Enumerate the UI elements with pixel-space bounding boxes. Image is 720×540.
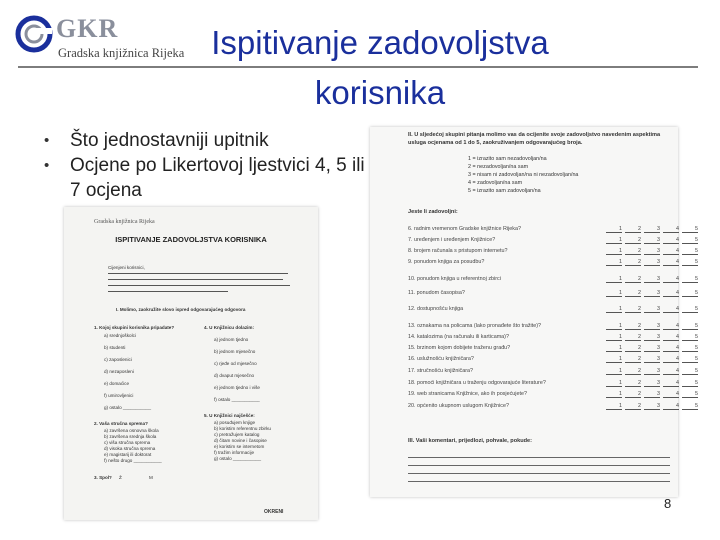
rating-question: 10. ponudom knjiga u referentnoj zbirci: [408, 276, 501, 282]
title-divider: [18, 66, 698, 68]
rating-number[interactable]: 3: [644, 345, 660, 352]
rating-number[interactable]: 1: [606, 306, 622, 313]
scan-option: f) tražim informacije: [214, 450, 255, 455]
rating-number[interactable]: 2: [625, 226, 641, 233]
rating-question: 7. uređenjem i uređenjem Knjižnice?: [408, 237, 496, 243]
rating-scale-numbers: [606, 306, 698, 316]
scan-q3: 3. Spol?: [94, 475, 112, 480]
rating-number[interactable]: 5: [682, 391, 698, 398]
rating-number[interactable]: 1: [606, 290, 622, 297]
questionnaire-scan-page-2: [370, 127, 698, 497]
rating-number[interactable]: 5: [682, 276, 698, 283]
rating-number[interactable]: 3: [644, 334, 660, 341]
scan-option: M: [149, 475, 153, 480]
scan-section-heading: II. U sljedećoj skupini pitanja molimo vas da ocijenite svoje zadovoljstvo navedenim aspektima usluga ocjenama od 1 do 5, zaokruživanjem odgovarajućeg broja.: [408, 132, 661, 146]
rating-number[interactable]: 4: [663, 306, 679, 313]
rating-number[interactable]: 3: [644, 391, 660, 398]
scan-option: a) posuđujem knjige: [214, 420, 256, 425]
rating-number[interactable]: 3: [644, 380, 660, 387]
logo-abbreviation: GKR: [56, 14, 119, 43]
gkr-logo-mark-icon: [14, 14, 54, 54]
rating-number[interactable]: 1: [606, 368, 622, 375]
scan-option: d) nezaposleni: [104, 369, 134, 374]
rating-row: [408, 226, 698, 236]
rating-number[interactable]: 4: [663, 403, 679, 410]
rating-number[interactable]: 2: [625, 248, 641, 255]
rating-number[interactable]: 3: [644, 356, 660, 363]
rating-row: [408, 276, 698, 286]
rating-row: [408, 259, 698, 269]
rating-number[interactable]: 2: [625, 391, 641, 398]
rating-question: 14. katalozima (na računalu ili karticama)?: [408, 334, 509, 340]
scan-option: e) koristim se internetom: [214, 444, 265, 449]
rating-number[interactable]: 4: [663, 345, 679, 352]
comment-line: [408, 457, 670, 458]
rating-scale-numbers: [606, 334, 698, 344]
rating-number[interactable]: 1: [606, 334, 622, 341]
rating-scale-numbers: [606, 356, 698, 366]
rating-row: [408, 345, 698, 355]
rating-number[interactable]: 2: [625, 306, 641, 313]
rating-number[interactable]: 5: [682, 403, 698, 410]
rating-number[interactable]: 5: [682, 323, 698, 330]
rating-scale-numbers: [606, 403, 698, 413]
scan-option: d) dvaput mjesečno: [214, 373, 255, 378]
rating-question: 16. uslužnošću knjižničara?: [408, 356, 474, 362]
rating-number[interactable]: 2: [625, 380, 641, 387]
rating-number[interactable]: 1: [606, 226, 622, 233]
scan-title: ISPITIVANJE ZADOVOLJSTVA KORISNIKA: [115, 235, 267, 244]
rating-number[interactable]: 4: [663, 391, 679, 398]
rating-number[interactable]: 2: [625, 290, 641, 297]
rating-number[interactable]: 4: [663, 334, 679, 341]
scan-text-line: [108, 291, 228, 292]
rating-number[interactable]: 2: [625, 323, 641, 330]
scan-option: c) rjeđe od mjesečno: [214, 361, 257, 366]
logo-library-name: Gradska knjižnica Rijeka: [58, 46, 185, 60]
rating-row: [408, 391, 698, 401]
rating-question: 15. brzinom kojom dobijete traženu građu?: [408, 345, 511, 351]
rating-row: [408, 334, 698, 344]
scan-option: c) zaposlenici: [104, 357, 132, 362]
rating-number[interactable]: 5: [682, 237, 698, 244]
rating-number[interactable]: 2: [625, 403, 641, 410]
scan-option: f) nešto drugo ___________: [104, 458, 162, 463]
scan-option: d) čitam novine i časopise: [214, 438, 267, 443]
rating-number[interactable]: 5: [682, 306, 698, 313]
rating-question: 9. ponudom knjiga za posudbu?: [408, 259, 485, 265]
bullet-list: [44, 128, 374, 203]
rating-scale-numbers: [606, 259, 698, 269]
scan-q1: 1. Kojoj skupini korisnika pripadate?: [94, 325, 175, 330]
scan-option: b) koristim referentnu zbirku: [214, 426, 271, 431]
rating-question: 19. web stranicama Knjižnice, ako ih posjećujete?: [408, 391, 527, 397]
rating-number[interactable]: 5: [682, 226, 698, 233]
rating-number[interactable]: 5: [682, 290, 698, 297]
rating-number[interactable]: 1: [606, 403, 622, 410]
rating-number[interactable]: 1: [606, 345, 622, 352]
rating-scale-numbers: [606, 290, 698, 300]
rating-number[interactable]: 1: [606, 356, 622, 363]
scale-item: 2 = nezadovoljan/na sam: [468, 164, 529, 170]
rating-question: 11. ponudom časopisa?: [408, 290, 465, 296]
scan-header: Gradska knjižnica Rijeka: [94, 219, 155, 225]
scan-q4: 4. U Knjižnicu dolazim:: [204, 325, 255, 330]
rating-scale-numbers: [606, 323, 698, 333]
scan-comment-label: III. Vaši komentari, prijedlozi, pohvale, pokude:: [408, 438, 533, 444]
rating-number[interactable]: 1: [606, 380, 622, 387]
rating-number[interactable]: 2: [625, 345, 641, 352]
rating-number[interactable]: 3: [644, 368, 660, 375]
scan-rating-scale: [468, 155, 578, 195]
rating-number[interactable]: 1: [606, 391, 622, 398]
rating-row: [408, 356, 698, 366]
rating-question: 17. stručnošću knjižničara?: [408, 368, 474, 374]
rating-scale-numbers: [606, 237, 698, 247]
scan-text-line: [108, 279, 283, 280]
rating-row: [408, 248, 698, 258]
scan-option: a) jednom tjedno: [214, 337, 249, 342]
rating-number[interactable]: 4: [663, 356, 679, 363]
scale-item: 5 = izrazito sam zadovoljan/na: [468, 188, 541, 194]
scan-option: a) završena osnovna škola: [104, 428, 159, 433]
rating-number[interactable]: 4: [663, 259, 679, 266]
scan-intro: Cijenjeni korisnici,: [108, 265, 145, 270]
rating-number[interactable]: 5: [682, 248, 698, 255]
rating-number[interactable]: 1: [606, 276, 622, 283]
rating-number[interactable]: 3: [644, 226, 660, 233]
rating-scale-numbers: [606, 276, 698, 286]
scan-text-line: [108, 273, 288, 274]
scan-option: Ž: [119, 475, 122, 480]
rating-number[interactable]: 4: [663, 226, 679, 233]
questionnaire-scan-page-1: [64, 207, 318, 520]
rating-number[interactable]: 4: [663, 276, 679, 283]
rating-number[interactable]: 5: [682, 356, 698, 363]
rating-number[interactable]: 4: [663, 290, 679, 297]
scale-item: 1 = izrazito sam nezadovoljan/na: [468, 156, 547, 162]
scan-option: e) domaćice: [104, 381, 130, 386]
rating-scale-numbers: [606, 345, 698, 355]
rating-question: 18. pomoći knjižničara u traženju odgovarajuće literature?: [408, 380, 546, 386]
scan-option: c) viša stručna sprema: [104, 440, 151, 445]
rating-number[interactable]: 3: [644, 403, 660, 410]
rating-number[interactable]: 4: [663, 248, 679, 255]
scan-option: c) pretražujem katalog: [214, 432, 260, 437]
scan-instruction: I. Molimo, zaokružite slovo ispred odgovarajućeg odgovora: [116, 307, 246, 312]
scan-option: g) ostalo ___________: [104, 405, 151, 410]
rating-number[interactable]: 2: [625, 368, 641, 375]
scan-option: e) jednom tjedno i više: [214, 385, 260, 390]
rating-number[interactable]: 3: [644, 323, 660, 330]
rating-number[interactable]: 5: [682, 259, 698, 266]
scale-item: 4 = zadovoljan/na sam: [468, 180, 523, 186]
rating-number[interactable]: 1: [606, 248, 622, 255]
scan-option: a) srednjoškolci: [104, 333, 136, 338]
scan-footer: OKRENI: [264, 509, 284, 515]
rating-number[interactable]: 1: [606, 237, 622, 244]
rating-question: 8. brojem računala s pristupom internetu?: [408, 248, 508, 254]
slide-title-line-2: korisnika: [314, 74, 446, 111]
rating-number[interactable]: 5: [682, 380, 698, 387]
rating-row: [408, 306, 698, 316]
rating-question: 6. radnim vremenom Gradske knjižnice Rijeka?: [408, 226, 521, 232]
rating-row: [408, 290, 698, 300]
scan-option: f) umirovljenici: [104, 393, 134, 398]
rating-question: 12. dostupnošću knjiga: [408, 306, 464, 312]
rating-question: 20. općenito ukupnom uslugom Knjižnice?: [408, 403, 509, 409]
rating-scale-numbers: [606, 380, 698, 390]
rating-number[interactable]: 5: [682, 368, 698, 375]
rating-number[interactable]: 2: [625, 259, 641, 266]
comment-line: [408, 473, 670, 474]
scan-option: d) visoka stručna sprema: [104, 446, 156, 451]
bullet-item: • Što jednostavniji upitnik: [44, 128, 374, 153]
rating-number[interactable]: 2: [625, 356, 641, 363]
rating-row: [408, 403, 698, 413]
page-number: 8: [664, 496, 672, 511]
rating-scale-numbers: [606, 368, 698, 378]
bullet-item: • Ocjene po Likertovoj ljestvici 4, 5 ili 7 ocjena: [44, 153, 374, 203]
scan-option: e) magistarij ili doktorat: [104, 452, 152, 457]
rating-number[interactable]: 2: [625, 276, 641, 283]
scan-q2: 2. Vaša stručna sprema?: [94, 421, 148, 426]
scan-q5: 5. U Knjižnici najčešće:: [204, 413, 255, 418]
scan-option: g) ostalo ___________: [214, 456, 261, 461]
scan-option: b) jednom mjesečno: [214, 349, 256, 354]
rating-row: [408, 368, 698, 378]
rating-scale-numbers: [606, 248, 698, 258]
rating-number[interactable]: 3: [644, 248, 660, 255]
rating-number[interactable]: 2: [625, 334, 641, 341]
rating-number[interactable]: 5: [682, 334, 698, 341]
slide-title-line-1: Ispitivanje zadovoljstva: [211, 24, 549, 61]
rating-number[interactable]: 3: [644, 259, 660, 266]
comment-line: [408, 481, 670, 482]
rating-scale-numbers: [606, 226, 698, 236]
rating-number[interactable]: 3: [644, 237, 660, 244]
rating-number[interactable]: 3: [644, 276, 660, 283]
rating-number[interactable]: 4: [663, 237, 679, 244]
scan-rating-label: Jeste li zadovoljni:: [408, 209, 458, 215]
rating-question: 13. oznakama na policama (lako pronađete što tražite)?: [408, 323, 542, 329]
rating-number[interactable]: 3: [644, 290, 660, 297]
rating-number[interactable]: 3: [644, 306, 660, 313]
rating-number[interactable]: 4: [663, 323, 679, 330]
comment-line: [408, 465, 670, 466]
rating-number[interactable]: 4: [663, 368, 679, 375]
rating-row: [408, 380, 698, 390]
rating-scale-numbers: [606, 391, 698, 401]
rating-number[interactable]: 2: [625, 237, 641, 244]
rating-number[interactable]: 1: [606, 323, 622, 330]
scan-option: f) ostalo ___________: [214, 397, 260, 402]
rating-number[interactable]: 1: [606, 259, 622, 266]
scale-item: 3 = nisam ni zadovoljan/na ni nezadovoljan/na: [468, 172, 579, 178]
slide-title: [160, 18, 600, 118]
rating-number[interactable]: 5: [682, 345, 698, 352]
scan-option: b) studenti: [104, 345, 126, 350]
scan-text-line: [108, 285, 290, 286]
rating-number[interactable]: 4: [663, 380, 679, 387]
rating-row: [408, 323, 698, 333]
scan-option: b) završena srednja škola: [104, 434, 157, 439]
rating-row: [408, 237, 698, 247]
